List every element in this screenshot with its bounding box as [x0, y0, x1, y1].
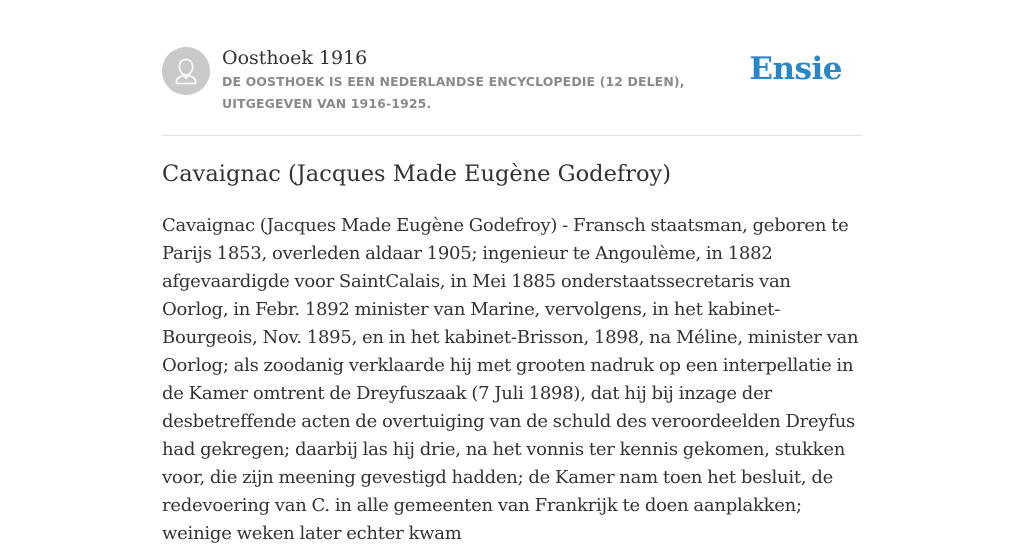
source-header — [162, 44, 862, 136]
source-description: DE OOSTHOEK IS EEN NEDERLANDSE ENCYCLOPEDIE (12 DELEN), UITGEGEVEN VAN 1916-1925. — [222, 74, 685, 111]
header-divider — [162, 135, 862, 136]
article-body: Cavaignac (Jacques Made Eugène Godefroy) - Fransch staatsman, geboren te Parijs 1853, overleden aldaar 1905; ingenieur te Angoulème, in 1882 afgevaardigde voor SaintCalais, in Mei 1885 onderstaatssecretaris van Oorlog, in Febr. 1892 minister van Marine, vervolgens, in het kabinet-Bourgeois, Nov. 1895, en in het kabinet-Brisson, 1898, na Méline, minister van Oorlog; als zoodanig verklaarde hij met grooten nadruk op een interpellatie in de Kamer omtrent de Dreyfuszaak (7 Juli 1898), dat hij bij inzage der desbetreffende acten de overtuiging van de schuld des veroordeelden Dreyfus had gekregen; daarbij las hij drie, na het vonnis ter kennis gekomen, stukken voor, die zijn meening gevestigd hadden; de Kamer nam toen het besluit, de redevoering van C. in alle gemeenten van Frankrijk te doen aanplakken; weinige weken later echter kwam — [162, 215, 859, 544]
user-silhouette-icon[interactable] — [162, 47, 210, 95]
source-title[interactable]: Oosthoek 1916 — [222, 47, 368, 69]
article-title: Cavaignac (Jacques Made Eugène Godefroy) — [162, 161, 672, 187]
ensie-logo-link[interactable]: Ensie — [749, 51, 842, 87]
